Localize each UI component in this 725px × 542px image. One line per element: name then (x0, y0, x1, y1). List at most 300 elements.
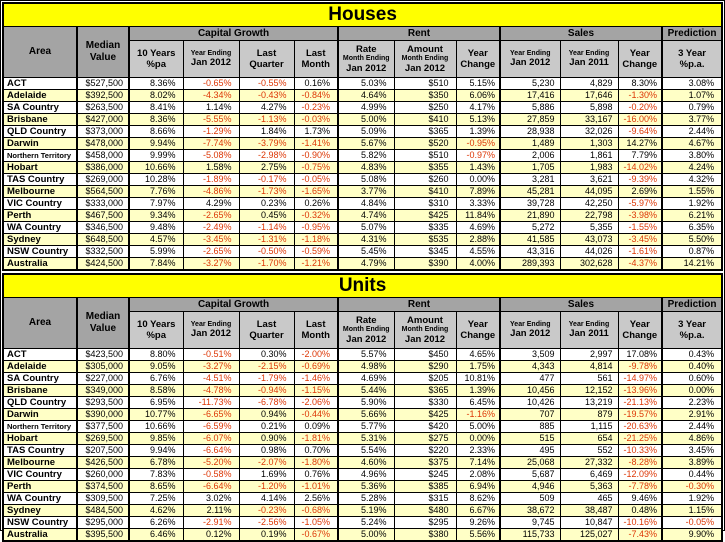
cell-cg-last-quarter: -3.79% (239, 138, 294, 150)
cell-median-value: $309,500 (77, 493, 129, 505)
cell-cg-year-ending: 1.14% (183, 102, 239, 114)
cell-sales-year-change: 7.79% (618, 150, 662, 162)
cell-cg-last-quarter: -0.94% (239, 385, 294, 397)
table-row (3, 469, 722, 481)
cell-cg-last-quarter: -1.31% (239, 234, 294, 246)
cell-area: NSW Country (3, 246, 77, 258)
cell-cg-year-ending: -6.07% (183, 433, 239, 445)
cell-cg-10-years: 7.84% (129, 258, 183, 271)
cell-rent-amount: $315 (394, 493, 456, 505)
table-row (3, 222, 722, 234)
cell-cg-year-ending: -2.91% (183, 517, 239, 529)
group-header-rent: Rent (338, 298, 500, 312)
cell-sales-year-change: -5.97% (618, 198, 662, 210)
cell-rent-amount: $510 (394, 78, 456, 90)
cell-cg-10-years: 6.26% (129, 517, 183, 529)
group-header-row (3, 27, 722, 41)
group-header-prediction: Prediction (662, 298, 722, 312)
cell-rent-rate: 5.28% (338, 493, 394, 505)
cell-sales-year-2011: 2,997 (560, 349, 618, 361)
cell-sales-year-change: -1.61% (618, 246, 662, 258)
cell-cg-last-quarter: -0.43% (239, 90, 294, 102)
cell-cg-last-month: -1.18% (294, 234, 338, 246)
cell-cg-year-ending: -0.65% (183, 78, 239, 90)
cell-rent-year-change: -0.97% (456, 150, 500, 162)
cell-cg-year-ending: -1.89% (183, 174, 239, 186)
cell-prediction-3-year: 1.92% (662, 493, 722, 505)
cell-rent-amount: $350 (394, 90, 456, 102)
cell-cg-10-years: 8.80% (129, 349, 183, 361)
cell-cg-last-quarter: 0.94% (239, 409, 294, 421)
sub-header-sales-year-change (618, 41, 662, 78)
table-row (3, 517, 722, 529)
cell-cg-year-ending: -4.78% (183, 385, 239, 397)
cell-cg-last-month: -0.95% (294, 222, 338, 234)
cell-sales-year-2012: 45,281 (500, 186, 560, 198)
cell-cg-year-ending: 3.02% (183, 493, 239, 505)
cell-sales-year-2012: 885 (500, 421, 560, 433)
cell-area: Brisbane (3, 385, 77, 397)
cell-sales-year-2012: 25,068 (500, 457, 560, 469)
cell-sales-year-2011: 1,861 (560, 150, 618, 162)
cell-rent-rate: 5.31% (338, 433, 394, 445)
cell-rent-rate: 5.08% (338, 174, 394, 186)
header-line: Year Ending (190, 49, 232, 57)
cell-rent-rate: 5.66% (338, 409, 394, 421)
cell-rent-rate: 5.03% (338, 78, 394, 90)
sub-header-sales-year-2011 (560, 41, 618, 78)
cell-sales-year-change: -3.98% (618, 210, 662, 222)
header-line: Change (622, 330, 658, 341)
cell-cg-10-years: 8.02% (129, 90, 183, 102)
cell-sales-year-2011: 10,847 (560, 517, 618, 529)
cell-area: Australia (3, 258, 77, 271)
sub-header-sales-year-2012 (500, 312, 560, 349)
table-row (3, 361, 722, 373)
header-line: Quarter (249, 59, 284, 70)
cell-rent-year-change: 9.26% (456, 517, 500, 529)
houses-table-container (2, 2, 723, 271)
cell-cg-last-quarter: -0.23% (239, 505, 294, 517)
cell-sales-year-2012: 5,230 (500, 78, 560, 90)
cell-median-value: $386,000 (77, 162, 129, 174)
table-row (3, 174, 722, 186)
cell-rent-year-change: 2.33% (456, 445, 500, 457)
cell-cg-last-month: -1.65% (294, 186, 338, 198)
cell-sales-year-change: -10.33% (618, 445, 662, 457)
cell-area: Australia (3, 529, 77, 542)
cell-median-value: $426,500 (77, 457, 129, 469)
cell-median-value: $227,000 (77, 373, 129, 385)
header-line: %p.a. (679, 59, 705, 70)
cell-median-value: $424,500 (77, 258, 129, 271)
table-title: Units (3, 274, 722, 298)
cell-prediction-3-year: -0.05% (662, 517, 722, 529)
cell-cg-10-years: 6.78% (129, 457, 183, 469)
cell-cg-last-quarter: 0.98% (239, 445, 294, 457)
cell-prediction-3-year: 5.50% (662, 234, 722, 246)
header-line: 3 Year (678, 47, 706, 59)
cell-sales-year-change: -0.20% (618, 102, 662, 114)
cell-rent-rate: 5.57% (338, 349, 394, 361)
cell-cg-last-quarter: 0.23% (239, 198, 294, 210)
cell-sales-year-change: -1.30% (618, 90, 662, 102)
cell-rent-rate: 4.84% (338, 198, 394, 210)
table-row (3, 162, 722, 174)
cell-prediction-3-year: 3.89% (662, 457, 722, 469)
cell-rent-rate: 5.82% (338, 150, 394, 162)
header-line: Month Ending (401, 326, 449, 334)
header-line: Year (467, 318, 488, 330)
cell-rent-rate: 5.45% (338, 246, 394, 258)
header-line: Month Ending (342, 326, 390, 334)
cell-cg-last-month: -0.23% (294, 102, 338, 114)
sub-header-rent-year-change (456, 41, 500, 78)
cell-cg-last-month: -0.90% (294, 150, 338, 162)
cell-cg-10-years: 7.97% (129, 198, 183, 210)
cell-cg-10-years: 10.28% (129, 174, 183, 186)
cell-cg-10-years: 8.36% (129, 78, 183, 90)
cell-cg-last-quarter: 1.69% (239, 469, 294, 481)
cell-prediction-3-year: 4.32% (662, 174, 722, 186)
cell-sales-year-2011: 561 (560, 373, 618, 385)
table-row (3, 210, 722, 222)
cell-rent-amount: $535 (394, 234, 456, 246)
cell-sales-year-2012: 10,456 (500, 385, 560, 397)
cell-cg-last-month: -1.81% (294, 433, 338, 445)
cell-sales-year-2011: 13,219 (560, 397, 618, 409)
sub-header-cg-last-month (294, 41, 338, 78)
cell-sales-year-change: -3.45% (618, 234, 662, 246)
table-row (3, 150, 722, 162)
cell-median-value: $390,000 (77, 409, 129, 421)
header-line: Rate (355, 314, 377, 326)
cell-rent-rate: 4.96% (338, 469, 394, 481)
sub-header-sales-year-2011 (560, 312, 618, 349)
cell-cg-last-month: -2.06% (294, 397, 338, 409)
table-row (3, 409, 722, 421)
cell-sales-year-change: -20.63% (618, 421, 662, 433)
cell-cg-last-month: -1.80% (294, 457, 338, 469)
cell-sales-year-2012: 28,938 (500, 126, 560, 138)
cell-rent-year-change: 3.33% (456, 198, 500, 210)
cell-rent-year-change: 1.75% (456, 361, 500, 373)
table-row (3, 138, 722, 150)
cell-area: VIC Country (3, 198, 77, 210)
cell-rent-amount: $290 (394, 361, 456, 373)
table-row (3, 505, 722, 517)
cell-cg-last-quarter: -1.79% (239, 373, 294, 385)
sub-header-rent-amount (394, 312, 456, 349)
cell-area: Sydney (3, 505, 77, 517)
cell-sales-year-2012: 38,672 (500, 505, 560, 517)
cell-area: Adelaide (3, 361, 77, 373)
cell-cg-10-years: 10.77% (129, 409, 183, 421)
cell-rent-amount: $205 (394, 373, 456, 385)
cell-cg-year-ending: -4.51% (183, 373, 239, 385)
sub-header-cg-year-ending (183, 41, 239, 78)
cell-sales-year-2012: 4,343 (500, 361, 560, 373)
units-table (2, 273, 723, 542)
cell-area: SA Country (3, 102, 77, 114)
cell-rent-amount: $480 (394, 505, 456, 517)
cell-rent-rate: 5.44% (338, 385, 394, 397)
cell-median-value: $293,500 (77, 397, 129, 409)
group-header-row (3, 298, 722, 312)
cell-rent-year-change: 1.39% (456, 385, 500, 397)
cell-rent-year-change: 6.67% (456, 505, 500, 517)
cell-sales-year-2011: 879 (560, 409, 618, 421)
cell-rent-year-change: -1.16% (456, 409, 500, 421)
header-line: Month Ending (342, 55, 390, 63)
cell-cg-last-quarter: 0.45% (239, 210, 294, 222)
cell-cg-last-month: -1.41% (294, 138, 338, 150)
cell-sales-year-2012: 1,705 (500, 162, 560, 174)
median-header-line: Value (89, 52, 117, 63)
cell-rent-rate: 5.19% (338, 505, 394, 517)
cell-sales-year-2012: 10,426 (500, 397, 560, 409)
cell-sales-year-change: -9.64% (618, 126, 662, 138)
cell-sales-year-change: 0.48% (618, 505, 662, 517)
cell-rent-amount: $410 (394, 114, 456, 126)
header-line: Change (460, 330, 496, 341)
table-row (3, 445, 722, 457)
cell-cg-last-month: -0.69% (294, 361, 338, 373)
cell-area: Perth (3, 481, 77, 493)
units-table-container (2, 273, 723, 542)
cell-rent-year-change: 4.00% (456, 258, 500, 271)
cell-median-value: $295,000 (77, 517, 129, 529)
header-line: Last (305, 318, 326, 330)
table-row (3, 457, 722, 469)
cell-rent-rate: 5.77% (338, 421, 394, 433)
cell-cg-last-month: -1.15% (294, 385, 338, 397)
cell-rent-year-change: 0.00% (456, 433, 500, 445)
cell-cg-year-ending: -4.34% (183, 90, 239, 102)
cell-sales-year-change: 14.27% (618, 138, 662, 150)
cell-sales-year-2011: 5,363 (560, 481, 618, 493)
table-row (3, 102, 722, 114)
cell-median-value: $395,500 (77, 529, 129, 542)
cell-area: Darwin (3, 138, 77, 150)
cell-sales-year-2012: 495 (500, 445, 560, 457)
cell-rent-year-change: 6.06% (456, 90, 500, 102)
cell-cg-10-years: 6.76% (129, 373, 183, 385)
group-header-capital-growth: Capital Growth (129, 27, 338, 41)
cell-sales-year-2012: 515 (500, 433, 560, 445)
cell-median-value: $269,000 (77, 174, 129, 186)
cell-area: Melbourne (3, 457, 77, 469)
cell-rent-year-change: 7.89% (456, 186, 500, 198)
cell-cg-year-ending: -0.51% (183, 349, 239, 361)
header-line: Year (629, 318, 650, 330)
cell-sales-year-2011: 22,798 (560, 210, 618, 222)
cell-cg-year-ending: -5.55% (183, 114, 239, 126)
cell-prediction-3-year: 2.91% (662, 409, 722, 421)
cell-area: Adelaide (3, 90, 77, 102)
cell-rent-amount: $385 (394, 481, 456, 493)
cell-median-value: $527,500 (77, 78, 129, 90)
table-row (3, 114, 722, 126)
cell-rent-amount: $355 (394, 162, 456, 174)
cell-sales-year-change: 8.30% (618, 78, 662, 90)
cell-rent-amount: $380 (394, 529, 456, 542)
cell-prediction-3-year: 4.24% (662, 162, 722, 174)
cell-cg-last-quarter: -0.17% (239, 174, 294, 186)
group-header-prediction: Prediction (662, 27, 722, 41)
cell-sales-year-2012: 39,728 (500, 198, 560, 210)
cell-cg-last-month: -1.05% (294, 517, 338, 529)
cell-area: Melbourne (3, 186, 77, 198)
median-header-line: Median (85, 40, 121, 51)
group-header-capital-growth: Capital Growth (129, 298, 338, 312)
cell-sales-year-2011: 27,332 (560, 457, 618, 469)
table-row (3, 421, 722, 433)
cell-rent-amount: $410 (394, 186, 456, 198)
header-line: Jan 2011 (569, 328, 609, 340)
cell-cg-last-quarter: 0.19% (239, 529, 294, 542)
cell-rent-year-change: 5.13% (456, 114, 500, 126)
sub-header-rent-amount (394, 41, 456, 78)
cell-median-value: $373,000 (77, 126, 129, 138)
column-header-median-value (77, 27, 129, 78)
cell-area: TAS Country (3, 445, 77, 457)
table-row (3, 126, 722, 138)
table-row (3, 186, 722, 198)
cell-cg-year-ending: 0.12% (183, 529, 239, 542)
cell-sales-year-2012: 509 (500, 493, 560, 505)
table-row (3, 349, 722, 361)
cell-sales-year-2011: 33,167 (560, 114, 618, 126)
cell-prediction-3-year: 0.60% (662, 373, 722, 385)
table-row (3, 481, 722, 493)
cell-sales-year-change: -1.55% (618, 222, 662, 234)
cell-sales-year-change: 9.46% (618, 493, 662, 505)
cell-rent-year-change: 2.08% (456, 469, 500, 481)
cell-prediction-3-year: 0.79% (662, 102, 722, 114)
cell-cg-last-quarter: 0.30% (239, 349, 294, 361)
cell-sales-year-change: 2.69% (618, 186, 662, 198)
cell-sales-year-2011: 5,898 (560, 102, 618, 114)
cell-rent-amount: $425 (394, 210, 456, 222)
cell-rent-rate: 5.54% (338, 445, 394, 457)
cell-rent-year-change: 6.45% (456, 397, 500, 409)
cell-area: NSW Country (3, 517, 77, 529)
cell-cg-10-years: 5.99% (129, 246, 183, 258)
cell-sales-year-2012: 1,489 (500, 138, 560, 150)
cell-sales-year-2012: 9,745 (500, 517, 560, 529)
cell-cg-last-quarter: -0.55% (239, 78, 294, 90)
cell-cg-year-ending: -5.08% (183, 150, 239, 162)
cell-median-value: $269,500 (77, 433, 129, 445)
cell-prediction-3-year: 2.44% (662, 421, 722, 433)
cell-rent-amount: $450 (394, 349, 456, 361)
cell-median-value: $263,500 (77, 102, 129, 114)
cell-prediction-3-year: 0.44% (662, 469, 722, 481)
cell-sales-year-2011: 38,487 (560, 505, 618, 517)
cell-prediction-3-year: 6.35% (662, 222, 722, 234)
cell-cg-10-years: 9.05% (129, 361, 183, 373)
header-line: Year (629, 47, 650, 59)
table-row (3, 78, 722, 90)
cell-area: Brisbane (3, 114, 77, 126)
cell-rent-rate: 5.00% (338, 529, 394, 542)
cell-rent-rate: 4.74% (338, 210, 394, 222)
cell-median-value: $467,500 (77, 210, 129, 222)
sub-header-rent-rate (338, 41, 394, 78)
sub-header-cg-last-month (294, 312, 338, 349)
header-line: Month (301, 330, 330, 341)
header-line: Jan 2012 (510, 57, 551, 69)
cell-sales-year-change: 17.08% (618, 349, 662, 361)
cell-prediction-3-year: 14.21% (662, 258, 722, 271)
cell-sales-year-change: -9.78% (618, 361, 662, 373)
cell-rent-rate: 4.83% (338, 162, 394, 174)
table-title-row (3, 3, 722, 27)
sub-header-cg-last-quarter (239, 312, 294, 349)
cell-median-value: $260,000 (77, 469, 129, 481)
header-line: Jan 2012 (346, 62, 387, 74)
cell-area: Hobart (3, 433, 77, 445)
cell-cg-10-years: 9.99% (129, 150, 183, 162)
cell-cg-last-month: -0.75% (294, 162, 338, 174)
cell-sales-year-2012: 2,006 (500, 150, 560, 162)
cell-rent-rate: 4.79% (338, 258, 394, 271)
cell-rent-amount: $375 (394, 457, 456, 469)
cell-sales-year-2011: 465 (560, 493, 618, 505)
cell-prediction-3-year: 1.15% (662, 505, 722, 517)
cell-cg-10-years: 9.94% (129, 445, 183, 457)
column-header-area: Area (3, 27, 77, 78)
sub-header-rent-year-change (456, 312, 500, 349)
cell-area: SA Country (3, 373, 77, 385)
cell-rent-amount: $310 (394, 198, 456, 210)
cell-cg-last-quarter: -1.70% (239, 258, 294, 271)
cell-cg-last-quarter: 0.21% (239, 421, 294, 433)
cell-cg-last-quarter: 4.27% (239, 102, 294, 114)
header-line: Jan 2012 (190, 328, 232, 340)
cell-median-value: $377,500 (77, 421, 129, 433)
cell-sales-year-2011: 44,095 (560, 186, 618, 198)
cell-cg-year-ending: 1.58% (183, 162, 239, 174)
cell-sales-year-2012: 477 (500, 373, 560, 385)
cell-prediction-3-year: 0.87% (662, 246, 722, 258)
cell-sales-year-2011: 654 (560, 433, 618, 445)
cell-sales-year-2011: 1,303 (560, 138, 618, 150)
cell-cg-last-quarter: -1.20% (239, 481, 294, 493)
cell-cg-year-ending: -3.27% (183, 258, 239, 271)
cell-cg-10-years: 6.46% (129, 529, 183, 542)
sub-header-cg-last-quarter (239, 41, 294, 78)
cell-sales-year-2011: 125,027 (560, 529, 618, 542)
table-row (3, 397, 722, 409)
cell-cg-10-years: 9.48% (129, 222, 183, 234)
header-line: Change (622, 59, 658, 70)
cell-cg-last-month: -2.00% (294, 349, 338, 361)
cell-cg-year-ending: -6.59% (183, 421, 239, 433)
cell-median-value: $427,000 (77, 114, 129, 126)
header-line: 3 Year (678, 318, 706, 330)
cell-median-value: $349,000 (77, 385, 129, 397)
cell-cg-last-month: 0.26% (294, 198, 338, 210)
cell-sales-year-2011: 32,026 (560, 126, 618, 138)
cell-rent-year-change: 4.69% (456, 222, 500, 234)
sub-header-sales-year-change (618, 312, 662, 349)
cell-rent-year-change: 1.43% (456, 162, 500, 174)
cell-rent-rate: 3.77% (338, 186, 394, 198)
cell-cg-year-ending: -3.27% (183, 361, 239, 373)
cell-area: QLD Country (3, 397, 77, 409)
